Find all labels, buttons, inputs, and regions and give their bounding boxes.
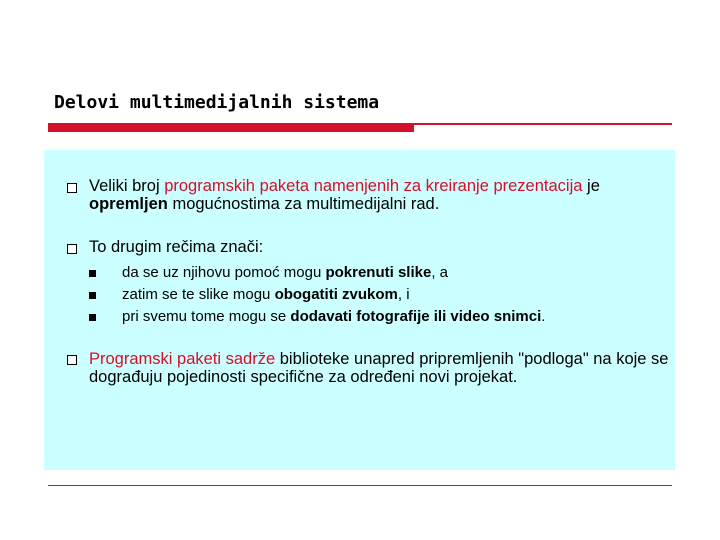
item1-text-b: je xyxy=(582,177,600,195)
title-underline-bar xyxy=(48,123,414,132)
item1-bold: opremljen xyxy=(89,195,168,213)
filled-bullet-icon xyxy=(89,314,96,321)
item1-text-a: Veliki broj xyxy=(89,177,165,195)
sub-item-1 xyxy=(122,264,662,281)
square-bullet-icon xyxy=(67,183,77,193)
item3-highlight: Programski paketi sadrže xyxy=(89,350,276,368)
sub-item-3 xyxy=(122,308,662,325)
sub3-text-b: . xyxy=(541,308,546,325)
sub2-text-b: , i xyxy=(397,286,410,303)
slide-title: Delovi multimedijalnih sistema xyxy=(54,92,380,113)
sub1-text-a: da se uz njihovu pomoć mogu xyxy=(122,264,326,281)
sub1-bold: pokrenuti slike xyxy=(325,264,432,281)
item3-text: biblioteke unapred pripremljenih "podloga" na koje se dograđuju pojedinosti specifične za određeni novi projekat. xyxy=(89,350,669,386)
sub1-text-b: , a xyxy=(431,264,449,281)
title-underline-line xyxy=(414,123,672,125)
item1-text-c: mogućnostima za multimedijalni rad. xyxy=(167,195,440,213)
list-item-1 xyxy=(89,177,669,213)
footer-divider xyxy=(48,485,672,486)
item1-highlight: programskih paketa namenjenih za kreiranje prezentacija xyxy=(164,177,583,195)
sub3-text-a: pri svemu tome mogu se xyxy=(122,308,291,325)
sub2-bold: obogatiti zvukom xyxy=(274,286,398,303)
filled-bullet-icon xyxy=(89,292,96,299)
sub3-bold: dodavati fotografije ili video snimci xyxy=(290,308,542,325)
filled-bullet-icon xyxy=(89,270,96,277)
square-bullet-icon xyxy=(67,244,77,254)
sub2-text-a: zatim se te slike mogu xyxy=(122,286,275,303)
square-bullet-icon xyxy=(67,355,77,365)
list-item-3 xyxy=(89,350,674,386)
list-item-2: To drugim rečima znači: xyxy=(89,238,264,256)
sub-item-2 xyxy=(122,286,662,303)
